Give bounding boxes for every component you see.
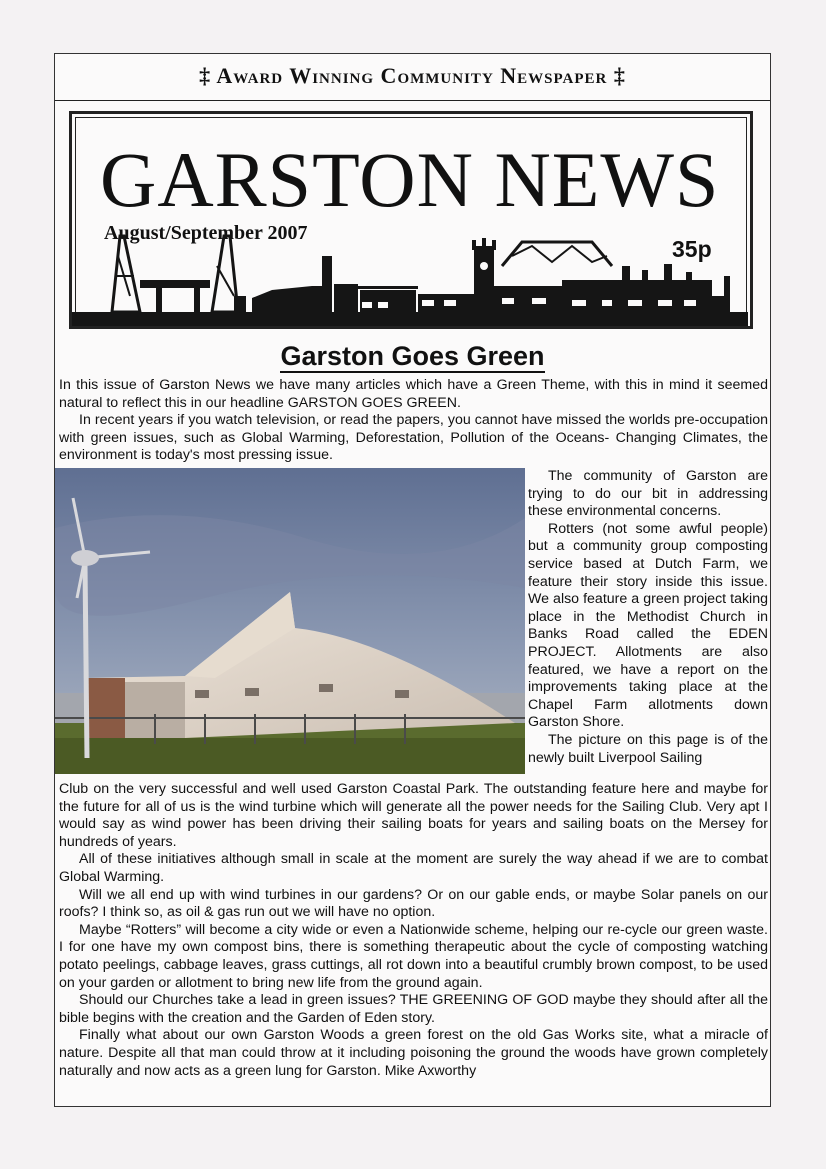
headline-text: Garston Goes Green: [280, 341, 545, 371]
paragraph: All of these initiatives although small in scale at the moment are surely the way ahead if we are to combat Global Warming.: [59, 851, 768, 885]
paragraph: Club on the very successful and well used Garston Coastal Park. The outstanding feature here and maybe for the future for all of us is the wind turbine which will generate all the power needs for the Sailing Club. Very apt I would say as wind power has been driving their sailing boats for years and sailing boats on the Mersey for hundreds of years.: [59, 781, 768, 850]
paragraph: Finally what about our own Garston Woods a green forest on the old Gas Works site, what a miracle of nature. Despite all that man could throw at it including poisoning the ground the woods have grown completely naturally and now acts as a green lung for Garston. Mike Axworthy: [59, 1027, 768, 1079]
paragraph: Rotters (not some awful people) but a community group composting service based at Dutch Farm, we feature their story inside this issue. We also feature a green project taking place in the Methodist Church in Banks Road called the EDEN PROJECT. Allotments are also featured, we have a report on the improvements taking place at the Chapel Farm allotments down Garston Shore.: [528, 520, 768, 731]
paragraph: Should our Churches take a lead in green issues? THE GREENING OF GOD maybe they should after all the bible begins with the creation and the Garden of Eden story.: [59, 992, 768, 1026]
paragraph: Maybe “Rotters” will become a city wide or even a Nationwide scheme, helping our re-cycle our green waste. I for one have my own compost bins, there is something therapeutic about the cycle of composting watching potato peelings, cabbage leaves, grass cuttings, all rot down into a beautiful crumbly brown compost, to be used on your garden or allotment to bring new life from the ground again.: [59, 921, 768, 991]
issue-price: 35p: [672, 236, 712, 262]
issue-date: August/September 2007: [104, 222, 308, 244]
side-column-text: [528, 468, 768, 767]
newspaper-page: [54, 53, 771, 1107]
paragraph: In recent years if you watch television, or read the papers, you cannot have missed the worlds pre-occupation with green issues, such as Global Warming, Deforestation, Pollution of the Oceans- Changing Climates, the environment is today's most pressing issue.: [59, 412, 768, 464]
paragraph: The community of Garston are trying to do our bit in addressing these environmental concerns.: [528, 468, 768, 520]
paragraph: Will we all end up with wind turbines in our gardens? Or on our gable ends, or maybe Solar panels on our roofs? I think so, as oil & gas run out we will have no option.: [59, 886, 768, 921]
sailing-club-photo: [55, 468, 525, 774]
paragraph: In this issue of Garston News we have many articles which have a Green Theme, with this in mind it seemed natural to reflect this in our headline GARSTON GOES GREEN.: [59, 377, 768, 411]
headline: [55, 341, 770, 372]
paragraph: The picture on this page is of the newly built Liverpool Sailing: [528, 731, 768, 766]
intro-text: [59, 377, 768, 465]
masthead: [69, 111, 753, 329]
masthead-title: GARSTON NEWS: [100, 136, 720, 223]
lower-text: [59, 781, 768, 1080]
skyline-silhouette: [72, 216, 748, 326]
award-banner: ‡ Award Winning Community Newspaper ‡: [55, 54, 770, 101]
